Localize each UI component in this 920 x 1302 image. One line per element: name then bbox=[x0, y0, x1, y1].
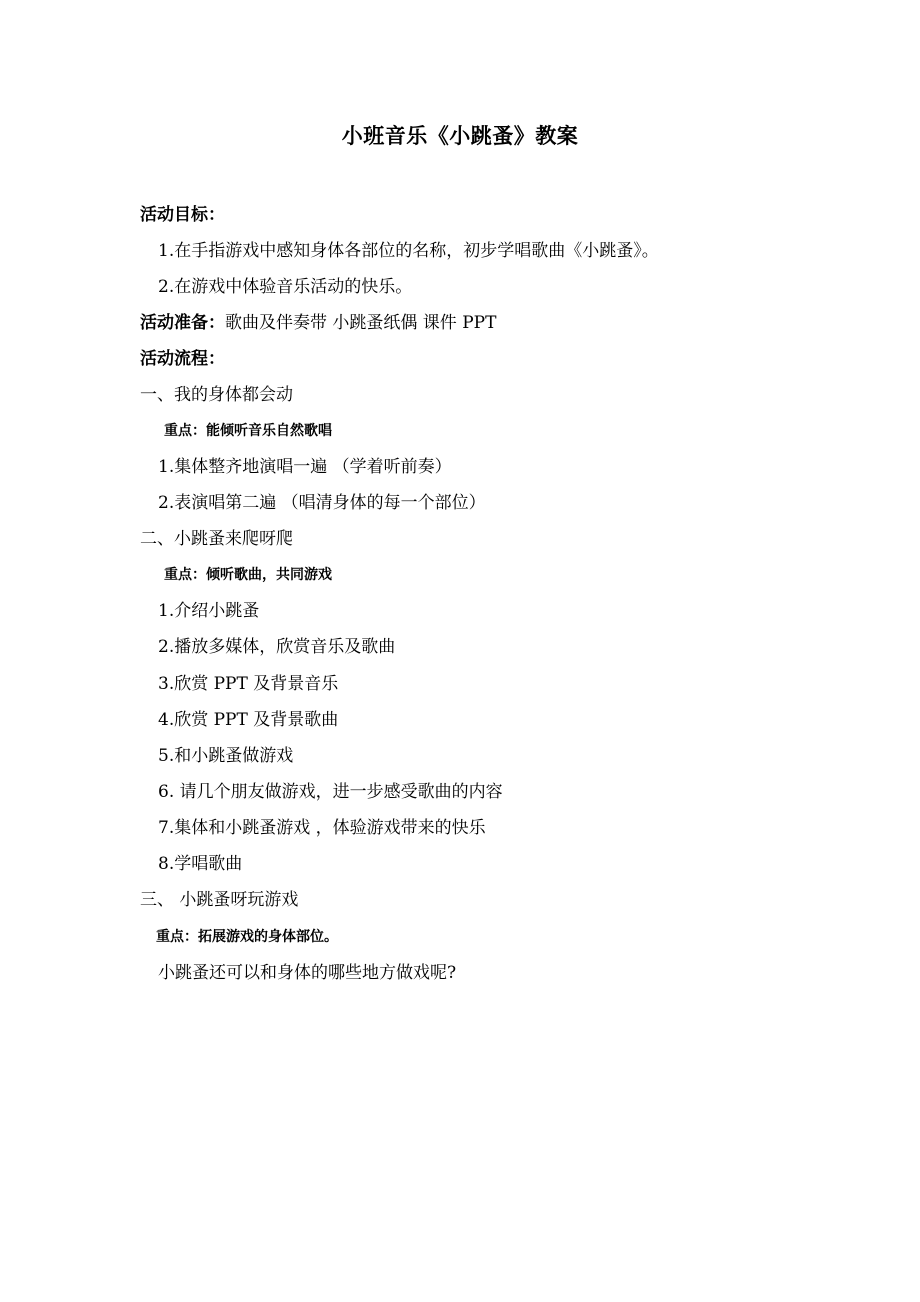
section-item: 6. 请几个朋友做游戏，进一步感受歌曲的内容 bbox=[158, 782, 503, 802]
section-key-point: 重点：倾听歌曲，共同游戏 bbox=[164, 567, 332, 583]
prep-heading: 活动准备： bbox=[140, 313, 225, 333]
section-key-point: 重点：能倾听音乐自然歌唱 bbox=[164, 423, 332, 439]
section-item: 小跳蚤还可以和身体的哪些地方做戏呢? bbox=[158, 963, 457, 983]
section-key-point: 重点：拓展游戏的身体部位。 bbox=[156, 929, 338, 945]
section-heading: 一、我的身体都会动 bbox=[140, 385, 293, 405]
section-item: 5.和小跳蚤做游戏 bbox=[158, 746, 294, 766]
section-item: 1.介绍小跳蚤 bbox=[158, 601, 260, 621]
prep-text: 歌曲及伴奏带 小跳蚤纸偶 课件 PPT bbox=[225, 313, 497, 333]
section-heading: 三、 小跳蚤呀玩游戏 bbox=[140, 890, 299, 910]
section-item: 3.欣赏 PPT 及背景音乐 bbox=[158, 674, 339, 694]
section-item: 7.集体和小跳蚤游戏 ，体验游戏带来的快乐 bbox=[158, 818, 486, 838]
goal-item: 2.在游戏中体验音乐活动的快乐。 bbox=[158, 277, 413, 297]
section-item: 1.集体整齐地演唱一遍 （学着听前奏） bbox=[158, 457, 452, 477]
process-heading: 活动流程： bbox=[140, 349, 225, 369]
prep-line bbox=[140, 311, 496, 335]
section-heading: 二、小跳蚤来爬呀爬 bbox=[140, 529, 293, 549]
section-item: 4.欣赏 PPT 及背景歌曲 bbox=[158, 710, 339, 730]
document-title: 小班音乐《小跳蚤》教案 bbox=[341, 123, 579, 148]
section-item: 8.学唱歌曲 bbox=[158, 854, 243, 874]
goals-heading: 活动目标： bbox=[140, 205, 225, 225]
section-item: 2.表演唱第二遍 （唱清身体的每一个部位） bbox=[158, 493, 486, 513]
goal-item: 1.在手指游戏中感知身体各部位的名称，初步学唱歌曲《小跳蚤》。 bbox=[158, 241, 659, 261]
section-item: 2.播放多媒体，欣赏音乐及歌曲 bbox=[158, 637, 396, 657]
